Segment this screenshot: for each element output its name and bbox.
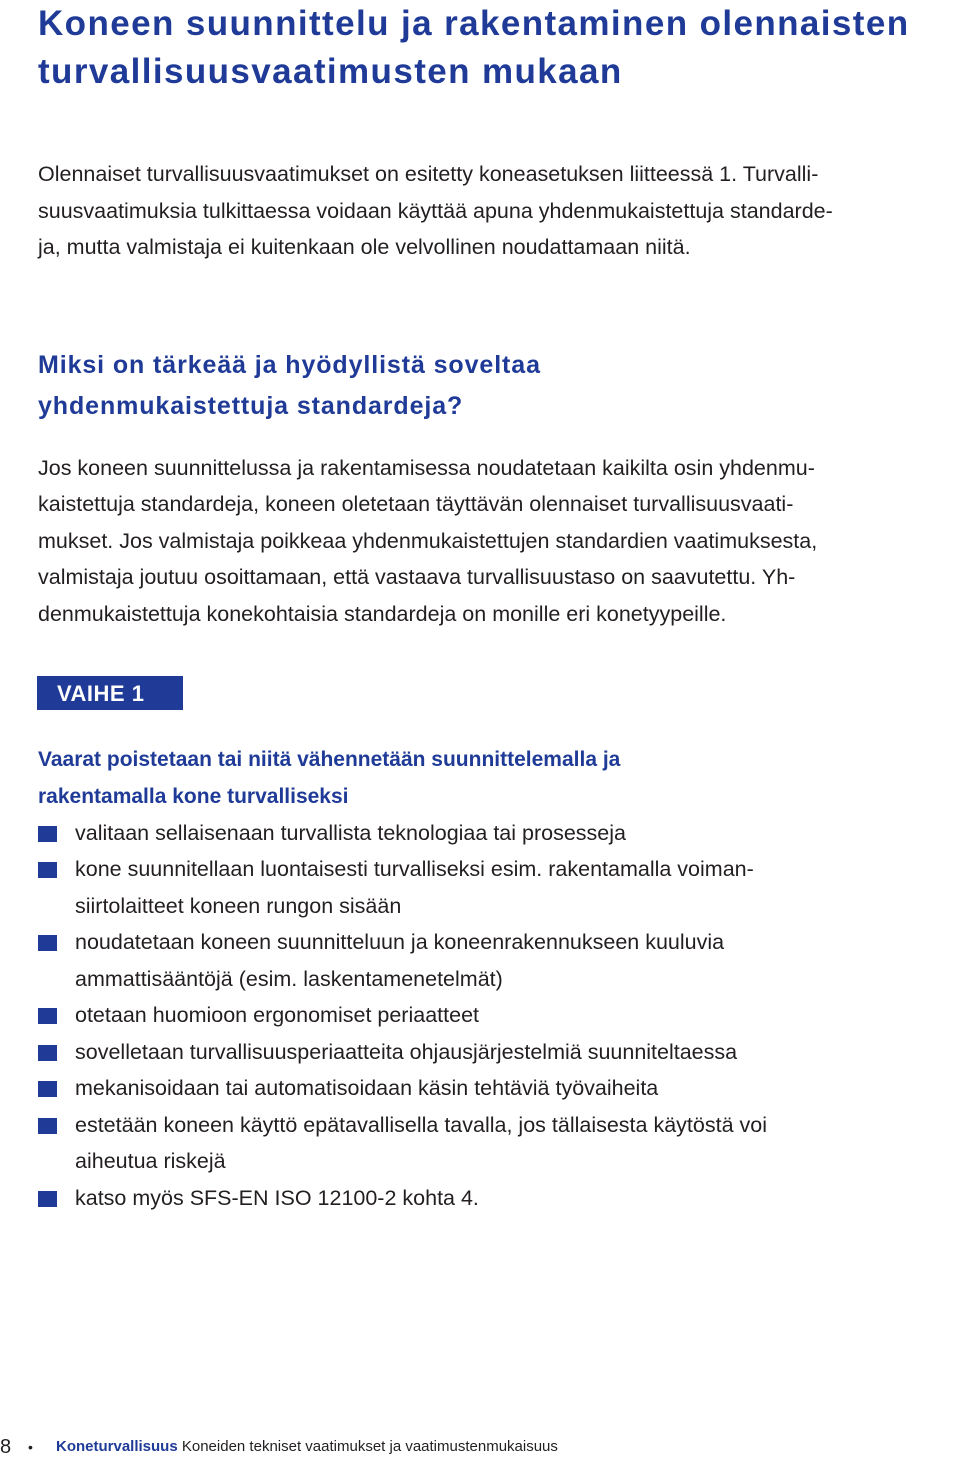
stage-label: VAIHE 1 <box>37 676 183 710</box>
body-text-line: mukset. Jos valmistaja poikkeaa yhdenmukaistettujen standardien vaatimuksesta, <box>38 529 818 553</box>
body-text-line: Jos koneen suunnittelussa ja rakentamisessa noudatetaan kaikilta osin yhdenmu- <box>38 456 815 480</box>
body-text-line: kaistettuja standardeja, koneen oletetaan täyttävän olennaiset turvallisuusvaati- <box>38 492 794 516</box>
bullet-square-icon <box>38 826 57 842</box>
list-item: mekanisoidaan tai automatisoidaan käsin tehtäviä työvaiheita <box>75 1076 659 1100</box>
footer-subtitle: Koneiden tekniset vaatimukset ja vaatimustenmukaisuus <box>177 1438 558 1455</box>
list-item-continuation: siirtolaitteet koneen rungon sisään <box>75 894 402 918</box>
bullet-square-icon <box>38 1081 57 1097</box>
list-item: valitaan sellaisenaan turvallista teknologiaa tai prosesseja <box>75 821 626 845</box>
list-item: otetaan huomioon ergonomiset periaatteet <box>75 1003 479 1027</box>
intro-text-line: Olennaiset turvallisuusvaatimukset on esitetty koneasetuksen liitteessä 1. Turvalli- <box>38 162 819 186</box>
list-item: katso myös SFS-EN ISO 12100-2 kohta 4. <box>75 1186 479 1210</box>
body-text-line: valmistaja joutuu osoittamaan, että vastaava turvallisuustaso on saavutettu. Yh- <box>38 565 796 589</box>
bullet-square-icon <box>38 862 57 878</box>
bullet-square-icon <box>38 1191 57 1207</box>
intro-text-line: ja, mutta valmistaja ei kuitenkaan ole velvollinen noudattamaan niitä. <box>38 235 691 259</box>
stage-heading: Vaarat poistetaan tai niitä vähennetään suunnittelemalla ja <box>38 748 621 771</box>
footer-text <box>56 1434 558 1460</box>
bullet-square-icon <box>38 1008 57 1024</box>
list-item: sovelletaan turvallisuusperiaatteita ohjausjärjestelmiä suunniteltaessa <box>75 1040 738 1064</box>
list-item: noudatetaan koneen suunnitteluun ja koneenrakennukseen kuuluvia <box>75 930 725 954</box>
page-title: Koneen suunnittelu ja rakentaminen olennaisten turvallisuusvaatimusten mukaan <box>38 4 910 91</box>
section-heading: yhdenmukaistettuja standardeja? <box>38 392 464 420</box>
intro-text-line: suusvaatimuksia tulkittaessa voidaan käyttää apuna yhdenmukaistettuja standarde- <box>38 199 833 223</box>
page-number: 8 <box>0 1436 12 1458</box>
footer-brand: Koneturvallisuus <box>56 1438 178 1455</box>
list-item: estetään koneen käyttö epätavallisella tavalla, jos tällaisesta käytöstä voi <box>75 1113 767 1137</box>
stage-heading: rakentamalla kone turvalliseksi <box>38 785 349 808</box>
bullet-square-icon <box>38 935 57 951</box>
bullet-square-icon <box>38 1118 57 1134</box>
list-item-continuation: ammattisääntöjä (esim. laskentamenetelmät) <box>75 967 503 991</box>
body-text-line: denmukaistettuja konekohtaisia standardeja on monille eri konetyypeille. <box>38 602 727 626</box>
section-heading: Miksi on tärkeää ja hyödyllistä soveltaa <box>38 351 541 379</box>
footer-separator: • <box>28 1439 33 1455</box>
bullet-square-icon <box>38 1045 57 1061</box>
list-item-continuation: aiheutua riskejä <box>75 1149 226 1173</box>
list-item: kone suunnitellaan luontaisesti turvalliseksi esim. rakentamalla voiman- <box>75 857 754 881</box>
